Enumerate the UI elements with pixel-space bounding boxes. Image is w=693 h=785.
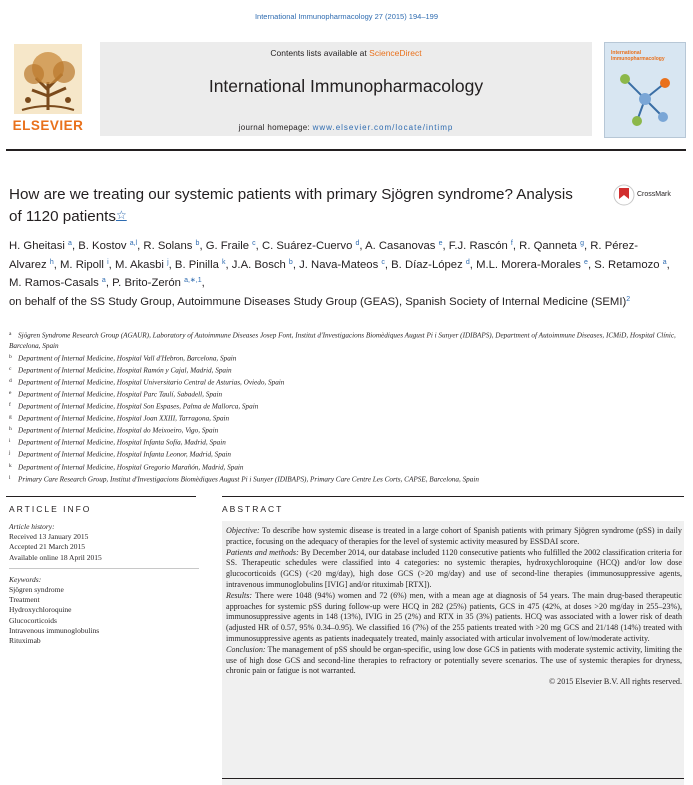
homepage-line [100, 123, 592, 132]
online-date: Available online 18 April 2015 [9, 552, 102, 562]
conclusion-text: The management of pSS should be organ-specific, using low dose GCS in patients with moderate systemic activity, limiting the use of high dose GCS and second-line therapies to refractory or potentially severe scenarios. The use of systemic therapies for dryness, chronic pain or fatigue is not warranted. [226, 644, 682, 676]
affiliation-letter: h [9, 426, 12, 433]
abstract-methods [226, 548, 682, 591]
affiliation-letter: f [9, 402, 11, 409]
author-affiliation-mark[interactable]: g [580, 240, 584, 247]
affiliation-item [9, 388, 685, 400]
abstract-bottom-rule [222, 778, 684, 779]
header-rule [6, 149, 686, 151]
author-name: C. Suárez-Cuervo [261, 240, 353, 252]
affiliation-text: Department of Internal Medicine, Hospital Parc Taulí, Sabadell, Spain [18, 390, 223, 399]
keyword: Treatment [9, 595, 40, 605]
crossmark-label: CrossMark [637, 191, 671, 198]
author-affiliation-mark[interactable]: c [381, 258, 385, 266]
group-line: on behalf of the SS Study Group, Autoimmune Diseases Study Group (GEAS), Spanish Society of Internal Medicine (SEMI) [9, 295, 627, 308]
affiliation-item [9, 364, 685, 376]
author-affiliation-mark[interactable]: f [510, 240, 513, 247]
abstract-conclusion [226, 645, 682, 677]
sciencedirect-link[interactable]: ScienceDirect [369, 48, 422, 58]
homepage-prefix: journal homepage: [238, 123, 311, 132]
author-affiliation-mark[interactable]: d [465, 258, 470, 266]
author-affiliation-mark[interactable]: k [222, 258, 226, 266]
affiliation-text: Department of Internal Medicine, Hospital Infanta Leonor, Madrid, Spain [18, 450, 232, 459]
article-info-heading: ARTICLE INFO [9, 504, 92, 514]
article-info [9, 522, 199, 646]
title-footnote-star[interactable]: ☆ [115, 208, 127, 222]
author-name: P. Brito-Zerón [112, 277, 181, 290]
affiliation-letter: c [9, 365, 12, 372]
author-name: R. Qanneta [519, 240, 577, 252]
affiliation-letter: d [9, 377, 12, 384]
author-name: B. Díaz-López [391, 258, 463, 271]
affiliation-item [9, 461, 685, 473]
abstract-rule [222, 496, 684, 497]
affiliation-letter: j [9, 450, 11, 457]
journal-homepage-link[interactable]: www.elsevier.com/locate/intimp [312, 123, 454, 132]
author-affiliation-mark[interactable]: e [584, 258, 588, 266]
author-name: J.A. Bosch [231, 258, 286, 271]
affiliation-letter: b [9, 353, 12, 360]
article-title-text: How are we treating our systemic patients with primary Sjögren syndrome? Analysis of 1120 patients [9, 186, 573, 225]
affiliation-text: Department of Internal Medicine, Hospital do Meixoeiro, Vigo, Spain [18, 426, 219, 435]
affiliation-letter: g [9, 414, 12, 421]
affiliation-text: Department of Internal Medicine, Hospital Joan XXIII, Tarragona, Spain [18, 414, 230, 423]
affiliation-letter: k [9, 462, 12, 469]
elsevier-tree-icon [14, 44, 82, 114]
journal-cover[interactable] [604, 42, 686, 138]
journal-reference[interactable]: International Immunopharmacology 27 (2015) 194–199 [254, 12, 439, 21]
affiliation-item [9, 473, 685, 485]
affiliation-text: Department of Internal Medicine, Hospital Vall d'Hebron, Barcelona, Spain [18, 354, 237, 363]
keyword: Glucocorticoids [9, 615, 57, 625]
abstract-objective [226, 526, 682, 548]
affiliation-letter: l [9, 474, 11, 481]
accepted-date: Accepted 21 March 2015 [9, 542, 86, 552]
conclusion-label: Conclusion: [226, 644, 266, 654]
crossmark-icon [613, 184, 635, 206]
contents-prefix: Contents lists available at [270, 48, 367, 58]
author-name: M. Ramos-Casals [9, 277, 99, 290]
author-name: J. Nava-Mateos [299, 258, 379, 271]
copyright-line: © 2015 Elsevier B.V. All rights reserved. [548, 677, 682, 687]
keyword: Rituximab [9, 636, 41, 646]
info-divider [9, 568, 199, 569]
author-name: G. Fraile [205, 240, 250, 252]
affiliation-item [9, 329, 685, 352]
cover-label: International Immunopharmacology [611, 50, 665, 62]
author-name: A. Casanovas [365, 240, 436, 252]
results-text: There were 1048 (94%) women and 72 (6%) men, with a mean age at diagnosis of 54 years. The main drug-based therapeutic approaches for systemic pSS during follow-up were HCQ in 282 (25%) patients, GCS in 475 (42%, at doses >20 mg/day in 255–23%), immunosuppressive agents in 148 (13%), IVIG in 25 (2%) and RTX in 35 (3%) patients. HCQ was associated with a lower risk of death (adjusted HR of 0.57, 95% 0.34–0.95). We classified 16 (7%) of the 255 patients treated with >20 mg GCS and 21/148 (14%) treated with immunosuppressive agents as patients inadequately treated, mainly associated with articular involvement of low/moderate activity. [226, 590, 682, 643]
affiliation-text: Department of Internal Medicine, Hospital Universitario Central de Asturias, Oviedo, Spain [18, 378, 285, 387]
author-affiliation-mark[interactable]: c [252, 240, 256, 247]
masthead [100, 42, 592, 136]
author-name: R. Pérez-Alvarez [9, 240, 638, 271]
abstract-box [222, 521, 684, 785]
author-affiliation-mark[interactable]: a,l [129, 240, 138, 247]
affiliation-letter: e [9, 389, 12, 396]
author-affiliation-mark[interactable]: d [355, 240, 360, 247]
objective-text: To describe how systemic disease is treated in a large cohort of Spanish patients with primary Sjögren syndrome (pSS) in daily practice, focusing on the adequacy of therapies for the level of systemic activity measured by ESSDAI score. [226, 526, 682, 546]
affiliation-item [9, 424, 685, 436]
affiliation-text: Sjögren Syndrome Research Group (AGAUR), Laboratory of Autoimmune Diseases Josep Font, Institut d'Investigacions Biomèdiques August Pi i Sunyer (IDIBAPS), Department of Autoimmune Diseases, ICMiD, Hospital Clínic, Barcelona, Spain [9, 331, 676, 351]
keyword: Intravenous immunoglobulins [9, 625, 100, 635]
author-name: M. Akasbi [114, 258, 164, 271]
author-name: M.L. Morera-Morales [476, 258, 581, 271]
crossmark[interactable] [613, 184, 683, 210]
author-affiliation-mark[interactable]: a [101, 277, 106, 285]
affiliation-letter: a [9, 331, 12, 337]
affiliation-item [9, 436, 685, 448]
journal-header [6, 42, 686, 140]
history-title: Article history: [9, 522, 55, 531]
affiliation-text: Department of Internal Medicine, Hospital Son Espases, Palma de Mallorca, Spain [18, 402, 259, 411]
author-affiliation-mark[interactable]: h [49, 258, 54, 266]
affiliation-letter: i [9, 438, 11, 445]
keywords-title: Keywords: [9, 574, 42, 584]
author-affiliation-mark[interactable]: a [68, 240, 72, 247]
results-label: Results: [226, 590, 253, 600]
author-affiliation-mark[interactable]: a [662, 258, 667, 266]
cover-molecule-icon [615, 69, 675, 129]
abstract-results [226, 591, 682, 645]
author-list [9, 236, 685, 310]
keyword: Sjögren syndrome [9, 585, 64, 595]
article-info-rule [6, 496, 196, 497]
article-title [9, 185, 589, 227]
methods-text: By December 2014, our database included 1120 consecutive patients who fulfilled the 2002 classification criteria for SS. Therapeutic schedules were classified into 4 categories: no systemic therapies, hydroxychloroquine (HCQ) and/or low dose glucocorticoids (GCS) (<20 mg/day), high dose GCS (>20 mg/day) and use of second-line therapies (immunosuppressive agents, intravenous immunoglobulins [IVIG] and/or rituximab [RTX]). [226, 547, 682, 589]
publisher-logo [6, 42, 90, 136]
affiliation-text: Primary Care Research Group, Institut d'Investigacions Biomèdiques August Pi i Sunyer (IDIBAPS), Primary Care Centre Les Corts, CAPSE, Barcelona, Spain [18, 475, 479, 484]
author-affiliation-mark[interactable]: i [107, 258, 109, 266]
author-affiliation-mark[interactable]: j [167, 258, 169, 266]
author-affiliation-mark[interactable]: e [438, 240, 443, 247]
abstract-text [226, 526, 682, 688]
author-affiliation-mark[interactable]: b [195, 240, 200, 247]
objective-label: Objective: [226, 526, 260, 535]
author-name: B. Kostov [78, 240, 127, 252]
author-names: H. Gheitasi $^a$, B. Kostov $^{a,l}$, R. Solans $^b$, G. Fraile $^c$, C. Suárez-Cuervo $^d$, A. Casanovas $^e$, F.J. Rascón $^f$, R. Qanneta $^g$, R. Pérez-Alvarez $^h$, M. Ripoll $^i$, M. Akasbi $^j$, B. Pinilla $^k$, J.A. Bosch $^b$, J. Nava-Mateos $^c$, B. Díaz-López $^d$, M.L. Morera-Morales $^e$, S. Retamozo $^a$, M. Ramos-Casals $^a$, P. Brito-Zerón $^{a,∗,1}$, [9, 240, 670, 290]
publisher-name: ELSEVIER [12, 118, 84, 133]
affiliation-text: Department of Internal Medicine, Hospital Ramón y Cajal, Madrid, Spain [18, 366, 232, 375]
author-name: S. Retamozo [594, 258, 660, 271]
author-name: B. Pinilla [174, 258, 219, 271]
received-date: Received 13 January 2015 [9, 532, 89, 542]
affiliation-item [9, 412, 685, 424]
abstract-heading: ABSTRACT [222, 504, 284, 514]
affiliation-item [9, 376, 685, 388]
affiliation-item [9, 448, 685, 460]
affiliation-text: Department of Internal Medicine, Hospital Gregorio Marañón, Madrid, Spain [18, 463, 244, 472]
author-name: R. Solans [143, 240, 193, 252]
group-mark[interactable]: 2 [626, 295, 631, 303]
author-name: H. Gheitasi [9, 240, 65, 252]
journal-title: International Immunopharmacology [208, 76, 484, 96]
author-name: F.J. Rascón [448, 240, 508, 252]
author-affiliation-mark[interactable]: a,∗,1 [184, 277, 202, 285]
affiliation-item [9, 352, 685, 364]
affiliation-item [9, 400, 685, 412]
affiliations [9, 329, 685, 485]
author-affiliation-mark[interactable]: b [288, 258, 293, 266]
methods-label: Patients and methods: [226, 547, 299, 557]
contents-line [100, 48, 592, 58]
affiliation-text: Department of Internal Medicine, Hospital Infanta Sofía, Madrid, Spain [18, 438, 226, 447]
author-name: M. Ripoll [60, 258, 104, 271]
keyword: Hydroxychloroquine [9, 605, 72, 615]
